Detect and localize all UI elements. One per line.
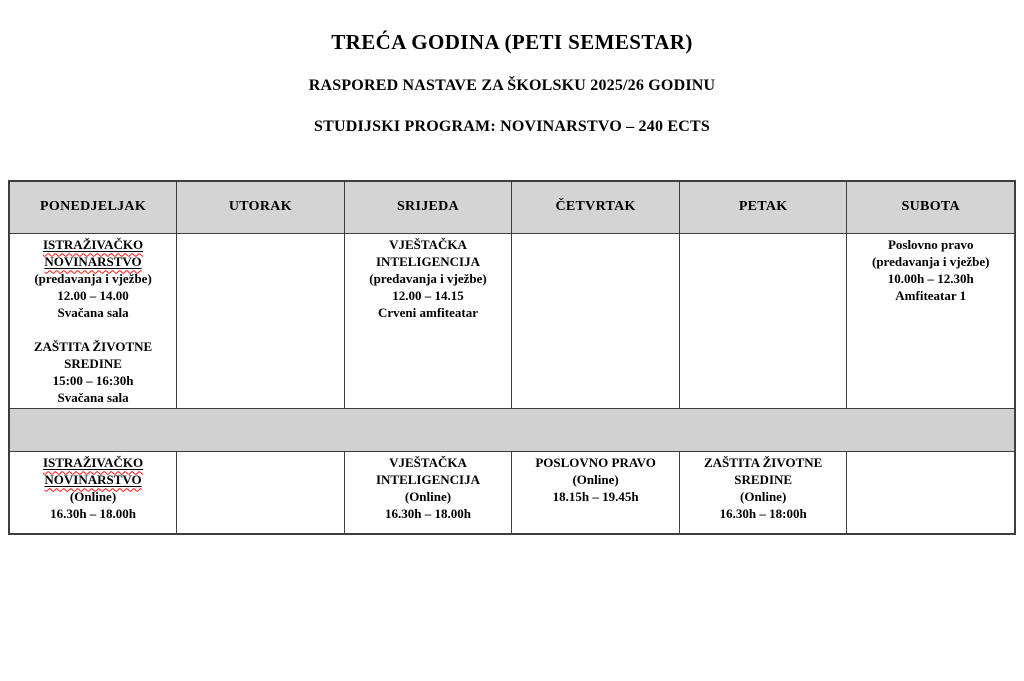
- course-entry: [850, 236, 1011, 304]
- course-entry: [13, 338, 173, 406]
- day-header-row: [9, 181, 1015, 233]
- day-header-monday: PONEDJELJAK: [9, 181, 177, 233]
- cell-r1-thursday: [512, 233, 680, 408]
- day-header-wednesday: SRIJEDA: [344, 181, 512, 233]
- course-name: [13, 454, 173, 488]
- course-name: [13, 236, 173, 270]
- course-time: 16.30h – 18.00h: [50, 505, 137, 521]
- page-title: TREĆA GODINA (PETI SEMESTAR): [331, 30, 693, 54]
- course-room: Svačana sala: [57, 389, 129, 405]
- cell-r1-saturday: [847, 233, 1015, 408]
- course-type: (predavanja i vježbe): [34, 270, 152, 286]
- course-name: ZAŠTITA ŽIVOTNE SREDINE: [703, 454, 823, 487]
- course-mode: (Online): [740, 488, 787, 504]
- course-time: 16.30h – 18:00h: [719, 505, 807, 521]
- separator-row: [9, 408, 1015, 451]
- course-room: Amfiteatar 1: [895, 287, 967, 303]
- day-header-tuesday: UTORAK: [177, 181, 345, 233]
- course-time: 16.30h – 18.00h: [385, 505, 471, 521]
- course-name: VJEŠTAČKA INTELIGENCIJA: [375, 454, 480, 487]
- schedule-table: [8, 180, 1016, 535]
- course-name: VJEŠTAČKA INTELIGENCIJA: [375, 236, 480, 269]
- course-name: ZAŠTITA ŽIVOTNE SREDINE: [33, 338, 153, 371]
- course-entry: [348, 236, 509, 321]
- cell-r2-saturday: [847, 451, 1015, 534]
- subtitle-schedule: RASPORED NASTAVE ZA ŠKOLSKU 2025/26 GODINU: [308, 77, 716, 94]
- course-time: 10.00h – 12.30h: [887, 270, 974, 286]
- course-name: Poslovno pravo: [887, 236, 974, 252]
- course-type: (predavanja i vježbe): [872, 253, 990, 269]
- course-mode: (Online): [69, 488, 117, 504]
- cell-r2-monday: [9, 451, 177, 534]
- separator-band: [9, 408, 1015, 451]
- course-type: (predavanja i vježbe): [369, 270, 487, 286]
- spellcheck-underline: ISTRAŽIVAČKO NOVINARSTVO: [42, 454, 144, 487]
- course-mode: (Online): [572, 471, 619, 487]
- course-entry: [348, 454, 509, 522]
- schedule-row-1: [9, 233, 1015, 408]
- cell-r1-friday: [679, 233, 847, 408]
- course-entry: [515, 454, 676, 505]
- day-header-thursday: ČETVRTAK: [512, 181, 680, 233]
- course-entry: [13, 454, 173, 522]
- cell-r1-monday: [9, 233, 177, 408]
- spellcheck-underline: ISTRAŽIVAČKO NOVINARSTVO: [42, 236, 144, 269]
- cell-r2-wednesday: [344, 451, 512, 534]
- course-mode: (Online): [404, 488, 452, 504]
- day-header-friday: PETAK: [679, 181, 847, 233]
- subtitle-program: STUDIJSKI PROGRAM: NOVINARSTVO – 240 ECTS: [314, 118, 710, 135]
- course-entry: [13, 236, 173, 321]
- cell-r1-wednesday: [344, 233, 512, 408]
- day-header-saturday: SUBOTA: [847, 181, 1015, 233]
- course-time: 18.15h – 19.45h: [552, 488, 639, 504]
- course-name: POSLOVNO PRAVO: [535, 454, 656, 470]
- course-time: 12.00 – 14.00: [57, 287, 129, 303]
- course-time: 12.00 – 14.15: [392, 287, 464, 303]
- cell-r1-tuesday: [177, 233, 345, 408]
- course-time: 15:00 – 16:30h: [52, 372, 134, 388]
- cell-r2-friday: [679, 451, 847, 534]
- cell-r2-tuesday: [177, 451, 345, 534]
- course-entry: [683, 454, 844, 522]
- cell-r2-thursday: [512, 451, 680, 534]
- course-room: Crveni amfiteatar: [377, 304, 478, 320]
- schedule-row-2: [9, 451, 1015, 534]
- course-room: Svačana sala: [57, 304, 129, 320]
